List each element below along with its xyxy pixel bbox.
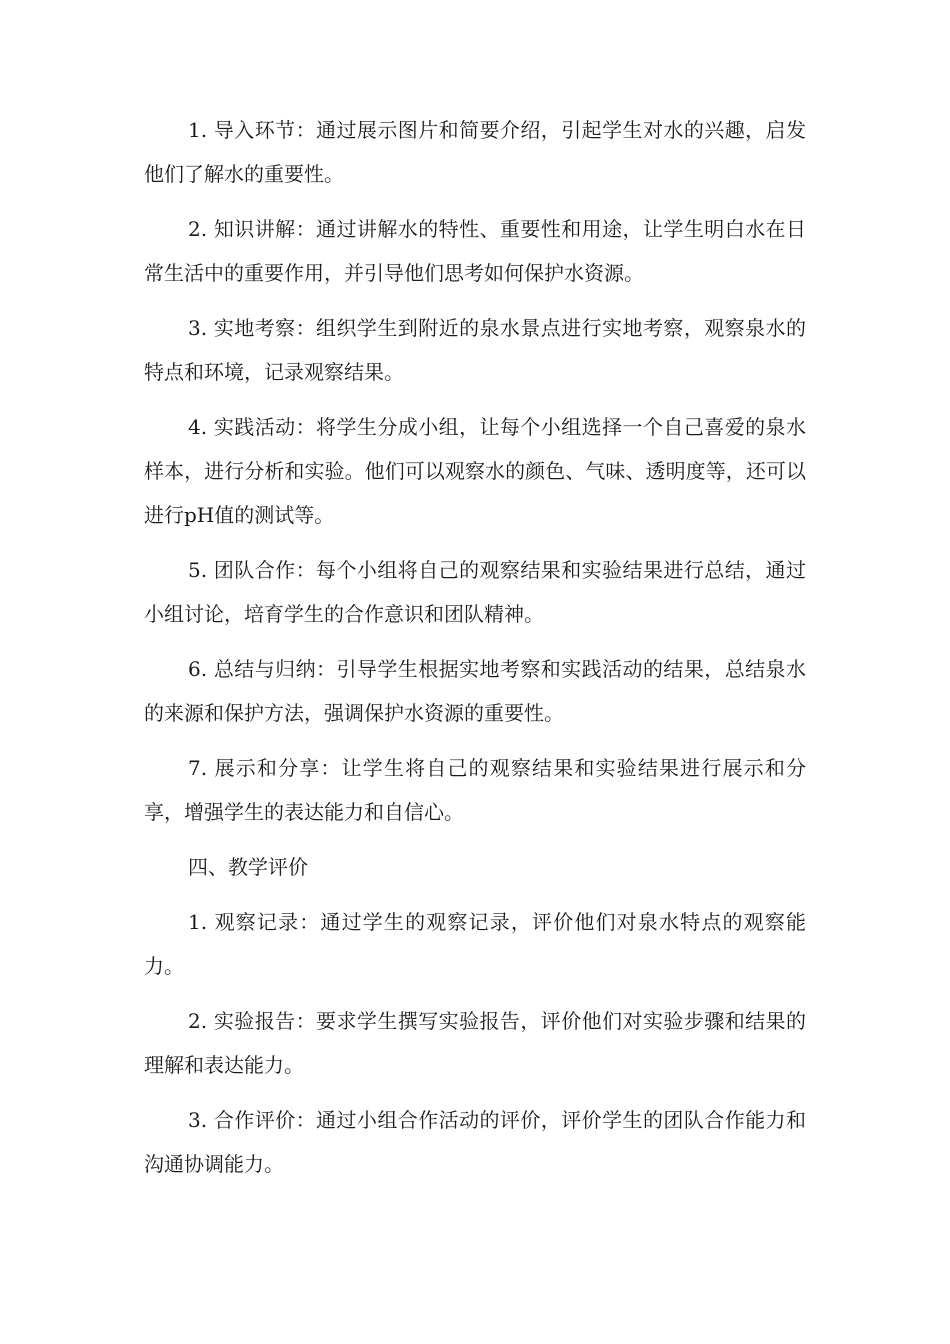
paragraph-step-5-teamwork: 5. 团队合作：每个小组将自己的观察结果和实验结果进行总结，通过小组讨论，培育学生的合作意识和团队精神。 — [144, 558, 806, 626]
paragraph-step-7-sharing: 7. 展示和分享：让学生将自己的观察结果和实验结果进行展示和分享，增强学生的表达能力和自信心。 — [144, 756, 806, 824]
paragraph-eval-2-report: 2. 实验报告：要求学生撰写实验报告，评价他们对实验步骤和结果的理解和表达能力。 — [144, 1009, 806, 1077]
paragraph-step-6-summary: 6. 总结与归纳：引导学生根据实地考察和实践活动的结果，总结泉水的来源和保护方法，强调保护水资源的重要性。 — [144, 657, 806, 725]
paragraph-step-2-knowledge: 2. 知识讲解：通过讲解水的特性、重要性和用途，让学生明白水在日常生活中的重要作用，并引导他们思考如何保护水资源。 — [144, 217, 806, 285]
paragraph-eval-1-observation: 1. 观察记录：通过学生的观察记录，评价他们对泉水特点的观察能力。 — [144, 910, 806, 978]
paragraph-step-4-practice: 4. 实践活动：将学生分成小组，让每个小组选择一个自己喜爱的泉水样本，进行分析和实验。他们可以观察水的颜色、气味、透明度等，还可以进行pH值的测试等。 — [144, 415, 806, 527]
paragraph-eval-3-cooperation: 3. 合作评价：通过小组合作活动的评价，评价学生的团队合作能力和沟通协调能力。 — [144, 1108, 806, 1176]
document-body — [144, 108, 806, 1197]
section-heading-evaluation: 四、教学评价 — [188, 855, 308, 879]
paragraph-step-1-introduction: 1. 导入环节：通过展示图片和简要介绍，引起学生对水的兴趣，启发他们了解水的重要性。 — [144, 118, 806, 186]
paragraph-step-3-field-visit: 3. 实地考察：组织学生到附近的泉水景点进行实地考察，观察泉水的特点和环境，记录观察结果。 — [144, 316, 806, 384]
